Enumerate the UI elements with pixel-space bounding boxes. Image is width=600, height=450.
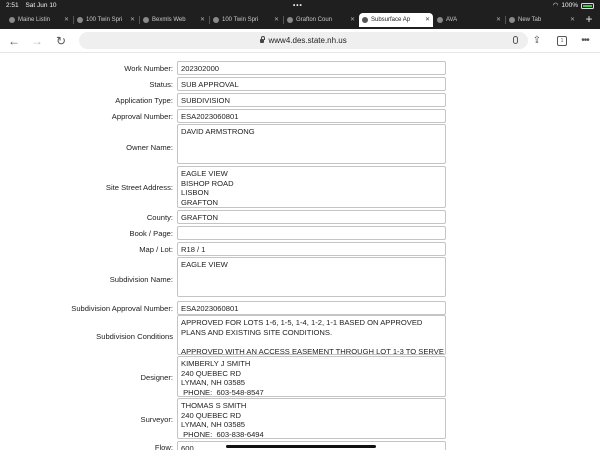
lock-icon <box>260 39 264 43</box>
page-favicon-icon <box>287 17 293 23</box>
status-bar <box>0 0 600 12</box>
field-label: County: <box>146 213 173 222</box>
microphone-icon[interactable] <box>513 36 518 44</box>
wifi-icon: ◠ <box>552 2 559 9</box>
owner-name-field[interactable] <box>177 124 446 164</box>
field-value: LISBON <box>181 188 209 198</box>
tab-strip <box>0 12 600 29</box>
field-label: Flow: <box>154 443 173 450</box>
field-value: DAVID ARMSTRONG <box>181 127 255 136</box>
field-value: ESA2023060801 <box>181 304 239 313</box>
field-value: 202302000 <box>181 64 220 73</box>
back-arrow-icon[interactable]: ← <box>8 34 20 48</box>
home-indicator[interactable] <box>226 445 376 448</box>
status-time-date <box>6 0 62 12</box>
subdivision-approval-number-field[interactable] <box>177 301 446 315</box>
field-value: SUBDIVISION <box>181 96 230 105</box>
field-value: APPROVED WITH AN ACCESS EASEMENT THROUGH LOT 1-3 TO SERVE <box>181 346 444 355</box>
field-label: Status: <box>149 80 173 89</box>
tab-label: Grafton Coun <box>296 17 333 23</box>
tab-bexmls[interactable] <box>140 13 208 27</box>
share-icon[interactable]: ⇪ <box>532 35 542 46</box>
battery-icon <box>581 3 594 9</box>
designer-field[interactable] <box>177 356 446 397</box>
county-field[interactable] <box>177 210 446 224</box>
tab-new-tab[interactable] <box>506 13 578 27</box>
work-number-field[interactable] <box>177 61 446 75</box>
page-favicon-icon <box>362 17 368 23</box>
field-value: EAGLE VIEW <box>181 169 228 178</box>
field-value: THOMAS S SMITH <box>181 401 247 410</box>
page-favicon-icon <box>437 17 443 23</box>
field-label: Work Number: <box>124 64 173 73</box>
field-value: PHONE: 603-838-6494 <box>181 429 264 439</box>
address-bar[interactable] <box>79 32 528 49</box>
field-value: APPROVED FOR LOTS 1-6, 1-5, 1-4, 1-2, 1-1 BASED ON APPROVED <box>181 318 423 327</box>
status-indicators <box>553 0 594 12</box>
field-label: Book / Page: <box>129 229 173 238</box>
tab-label: Maine Listin <box>18 17 51 23</box>
field-value: KIMBERLY J SMITH <box>181 359 251 368</box>
tab-close-icon[interactable]: ✕ <box>199 17 205 23</box>
field-value: SUB APPROVAL <box>181 80 239 89</box>
page-favicon-icon <box>77 17 83 23</box>
field-value: R18 / 1 <box>181 245 206 254</box>
field-value <box>181 337 442 347</box>
tab-close-icon[interactable]: ✕ <box>349 17 355 23</box>
application-type-field[interactable] <box>177 93 446 107</box>
site-street-address-field[interactable] <box>177 166 446 208</box>
tab-close-icon[interactable]: ✕ <box>129 17 135 23</box>
field-label: Owner Name: <box>126 143 173 152</box>
tab-label: 100 Twin Spri <box>222 17 259 23</box>
status-date: Sat Jun 10 <box>25 2 57 9</box>
field-value: LYMAN, NH 03585 <box>181 378 246 388</box>
field-label: Approval Number: <box>111 112 173 121</box>
field-value: 600 <box>181 444 194 450</box>
field-label: Application Type: <box>115 96 173 105</box>
forward-arrow-icon[interactable]: → <box>31 34 43 48</box>
tab-count-icon[interactable]: 1 <box>557 36 567 46</box>
browser-toolbar <box>0 29 600 53</box>
field-label: Subdivision Name: <box>109 275 173 284</box>
tab-label: Bexmls Web <box>152 17 186 23</box>
subdivision-conditions-field[interactable] <box>177 315 446 355</box>
field-value: PLANS AND EXISTING SITE CONDITIONS. <box>181 327 333 337</box>
field-value: GRAFTON <box>181 197 218 207</box>
field-label: Site Street Address: <box>105 183 173 192</box>
field-value: LYMAN, NH 03585 <box>181 420 246 430</box>
tab-close-icon[interactable]: ✕ <box>569 17 575 23</box>
surveyor-field[interactable] <box>177 398 446 439</box>
book-page-field[interactable] <box>177 226 446 240</box>
field-label: Subdivision Conditions <box>96 332 173 341</box>
url-text: www4.des.state.nh.us <box>268 36 347 45</box>
tab-close-icon[interactable]: ✕ <box>273 17 279 23</box>
field-value: ESA2023060801 <box>181 112 239 121</box>
multitasking-dots[interactable]: ••• <box>293 2 303 9</box>
more-options-icon[interactable]: ••• <box>581 35 589 46</box>
field-value: 240 QUEBEC RD <box>181 368 241 378</box>
tab-twin-springs-2[interactable] <box>210 13 282 27</box>
battery-percent: 100% <box>561 2 578 9</box>
tab-subsurface-active[interactable] <box>359 13 433 27</box>
tab-label: 100 Twin Spri <box>86 17 123 23</box>
page-favicon-icon <box>213 17 219 23</box>
tab-maine-listing[interactable] <box>6 13 72 27</box>
tab-label: AVA <box>446 17 458 23</box>
field-value: BISHOP ROAD <box>181 178 234 188</box>
tab-close-icon[interactable]: ✕ <box>63 17 69 23</box>
field-label: Designer: <box>140 373 173 382</box>
tab-ava[interactable] <box>434 13 504 27</box>
status-field[interactable] <box>177 77 446 91</box>
field-value: PHONE: 603-548-8547 <box>181 387 264 397</box>
field-label: Surveyor: <box>140 415 173 424</box>
field-label: Map / Lot: <box>139 245 173 254</box>
page-favicon-icon <box>9 17 15 23</box>
page-favicon-icon <box>143 17 149 23</box>
new-tab-plus-icon[interactable]: + <box>585 12 593 26</box>
map-lot-field[interactable] <box>177 242 446 256</box>
tab-label: Subsurface Ap <box>371 17 411 23</box>
field-label: Subdivision Approval Number: <box>71 304 173 313</box>
tab-grafton-county[interactable] <box>284 13 358 27</box>
status-time: 2:51 <box>6 2 19 9</box>
approval-number-field[interactable] <box>177 109 446 123</box>
page-favicon-icon <box>509 17 515 23</box>
field-value: 240 QUEBEC RD <box>181 410 241 420</box>
address-bar-content <box>79 32 528 49</box>
tab-label: New Tab <box>518 17 542 23</box>
reload-icon[interactable]: ↻ <box>55 34 67 48</box>
tab-close-icon[interactable]: ✕ <box>495 17 501 23</box>
subdivision-name-field[interactable] <box>177 257 446 297</box>
tab-twin-springs-1[interactable] <box>74 13 138 27</box>
tab-close-icon[interactable]: ✕ <box>424 17 430 23</box>
field-value: GRAFTON <box>181 213 218 222</box>
field-value: EAGLE VIEW <box>181 260 228 269</box>
